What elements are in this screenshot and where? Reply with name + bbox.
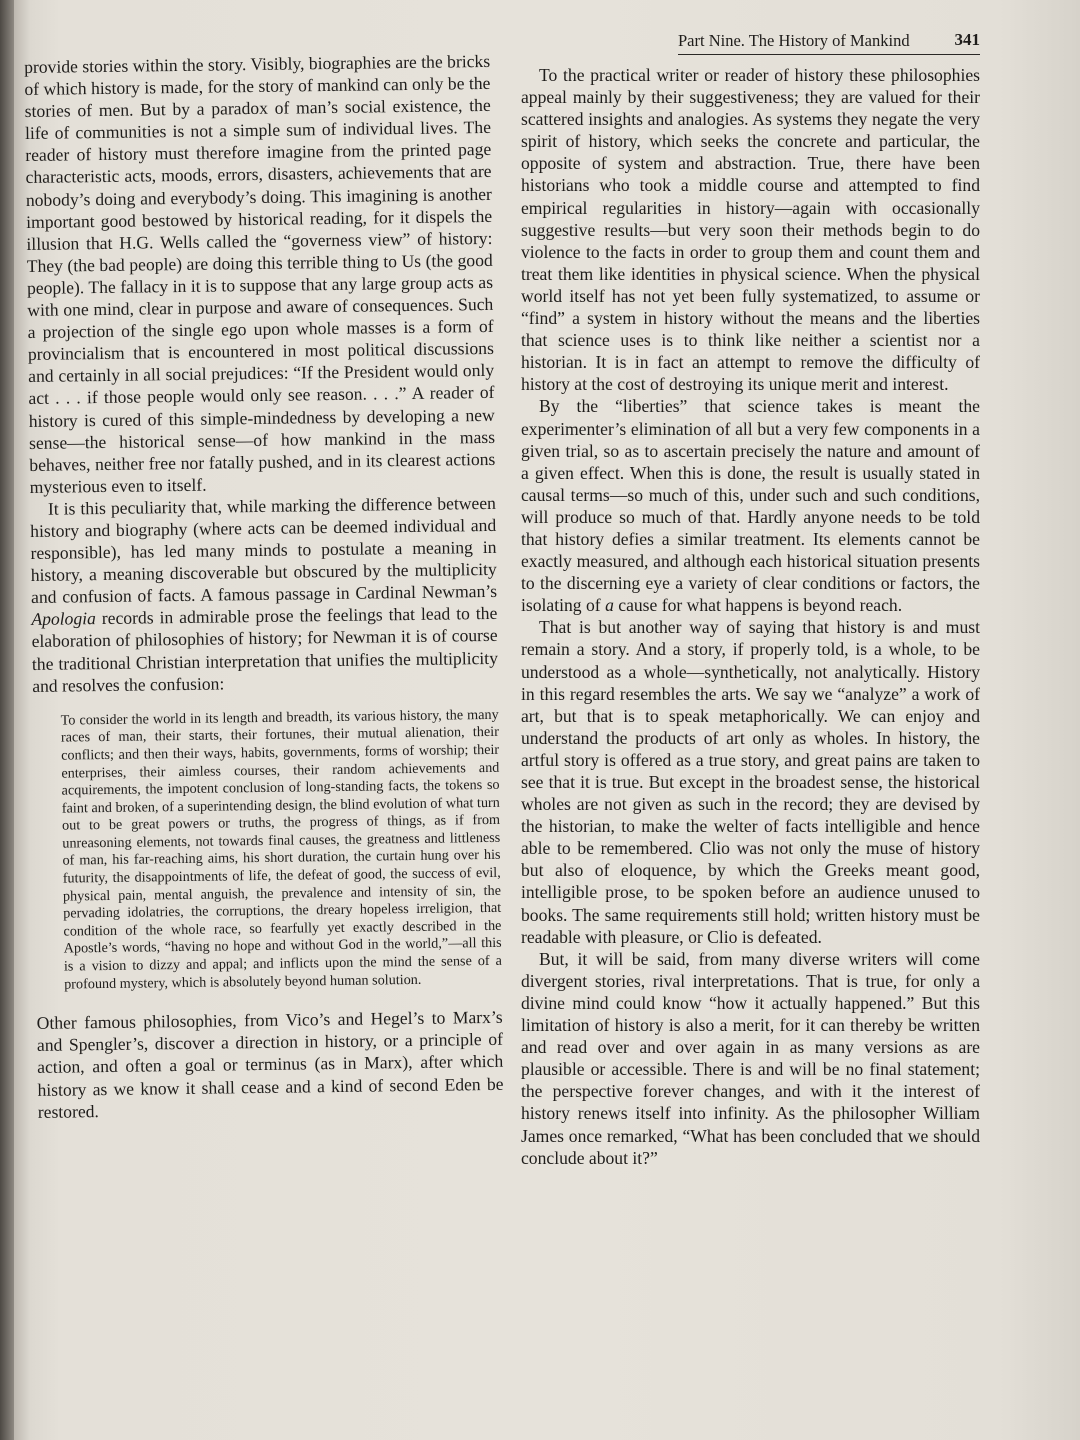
left-paragraph-2-end: records in admirable prose the feelings that lead to the elaboration of philosophies of history; for Newman it is of course the traditional Christian interpretation that unifies the multiplicity and resolves the confusion: (31, 603, 499, 696)
running-head-title: Part Nine. The History of Mankind (678, 31, 910, 50)
italic-a: a (605, 595, 614, 616)
right-paragraph-1: To the practical writer or reader of history these philosophies appeal mainly by their suggestiveness; they are valued for their scattered insights and analogies. As systems they negate the very spirit of history, which seeks the concrete and particular, the opposite of system and abstraction. True, there have been historians who took a middle course and attempted to find empirical regularities in history—again with occasionally suggestive results—but very soon their methods begin to do violence to the facts in order to group them and count them and treat them like identities in physical science. When the physical world itself has not yet been fully systematized, to assume or “find” a system in history without the means and the liberties that science uses is to think like neither a scientist nor a historian. It is in fact an attempt to remove the difficulty of history at the cost of destroying its unique merit and interest. (521, 65, 980, 395)
apologia-title: Apologia (31, 608, 97, 630)
right-column (521, 64, 980, 1169)
right-paragraph-2-start: By the “liberties” that science takes is meant the experimenter’s elimination of all but a very few components in a given trial, so as to ascertain precisely the nature and amount of a given effect. When this is done, the result is usually stated in causal terms—so much of this, under such and such conditions, will produce so much of that. Hardly anyone needs to be told that history defies a similar treatment. Its elements cannot be exactly measured, and although each historical situation presents to the discerning eye a variety of clear conditions or factors, the isolating of (521, 396, 980, 616)
right-paragraph-4: But, it will be said, from many diverse writers will come divergent stories, rival interpretations. That is true, for only a divine mind could know “how it actually happened.” But this limitation of history is also a merit, for it can thereby be written and read over and over again in as many versions as are plausible or accessible. There is and will be no final statement; the perspective forever changes, and with it the interest of history renews itself into infinity. As the philosopher William James once remarked, “What has been concluded that we should conclude about it?” (521, 948, 980, 1168)
right-paragraph-3: That is but another way of saying that history is and must remain a story. And a story, if properly told, is a whole, to be understood as a whole—synthetically, not analytically. History in this regard resembles the arts. We say we “analyze” a work of art, but that is to speak metaphorically. We can enjoy and understand the products of art only as wholes. In history, the artful story is offered as a true story, and great pains are taken to see that it is true. But except in the broadest sense, the historical wholes are not given as such in the record; they are devised by the historian, to make the welter of facts intelligible and hence able to be remembered. Clio was not only the muse of history but also of eloquence, by which the Greeks meant good, intelligible prose, to be spoken before an audience unused to books. The same requirements still hold; written history must be readable with pleasure, or Clio is defeated. (521, 617, 980, 947)
left-paragraph-1: provide stories within the story. Visibly, biographies are the bricks of which history is made, for the story of mankind can only be the stories of men. But by a paradox of man’s social existence, the life of communities is not a simple sum of individual lives. The reader of history must therefore imagine from the printed page characteristic acts, moods, errors, disasters, achievements that are nobody’s doing and everybody’s doing. This imagining is another important good bestowed by historical reading, for it dispels the illusion that H.G. Wells called the “governess view” of history: They (the bad people) are doing this terrible thing to Us (the good people). The fallacy in it is to suppose that any large group acts as with one mind, clear in purpose and aware of consequences. Such a projection of the single ego upon whole masses is a form of provincialism that is encountered in most political discussions and certainly in all social prejudices: “If the President would only act . . . if those people would only see reason. . . .” A reader of history is cured of this simple-mindedness by developing a new sense—the historical sense—of how mankind in the mass behaves, neither free nor fatally pushed, and in its clearest actions mysterious even to itself. (24, 50, 496, 497)
right-paragraph-2-end: cause for what happens is beyond reach. (613, 595, 903, 616)
page-number: 341 (954, 30, 980, 49)
right-paragraph-2 (521, 395, 980, 616)
page-gutter-edge (0, 0, 14, 1440)
left-paragraph-3: Other famous philosophies, from Vico’s and Hegel’s to Marx’s and Spengler’s, discover a direction in history, or a principle of action, and often a goal or terminus (as in Marx), after which history as we know it shall cease and a kind of second Eden be restored. (36, 1007, 504, 1122)
left-column (24, 50, 504, 1123)
left-paragraph-2 (30, 492, 499, 697)
newman-block-quote: To consider the world in its length and breadth, its various history, the many races of man, their starts, their fortunes, their mutual alienation, their conflicts; and then their ways, habits, governments, forms of worship; their enterprises, their aimless courses, their random achievements and acquirements, the impotent conclusion of long-standing facts, the tokens so faint and broken, of a superintending design, the blind evolution of what turn out to be great powers or truths, the progress of things, as if from unreasoning elements, not towards final causes, the greatness and littleness of man, his far-reaching aims, his short duration, the curtain hung over his futurity, the disappointments of life, the defeat of good, the success of evil, physical pain, mental anguish, the prevalence and intensity of sin, the pervading idolatries, the corruptions, the dreary hopeless irreligion, that condition of the whole race, so fearfully yet exactly described in the Apostle’s words, “having no hope and without God in the world,”—all this is a vision to dizzy and appal; and inflicts upon the mind the sense of a profound mystery, which is absolutely beyond human solution. (60, 706, 502, 993)
left-paragraph-2-start: It is this peculiarity that, while marking the difference between history and biography (where acts can be deemed individual and responsible), has led many minds to postulate a meaning in history, a meaning discoverable but obscured by the multiplicity and confusion of facts. A famous passage in Cardinal Newman’s (30, 492, 498, 608)
running-head (678, 28, 980, 55)
